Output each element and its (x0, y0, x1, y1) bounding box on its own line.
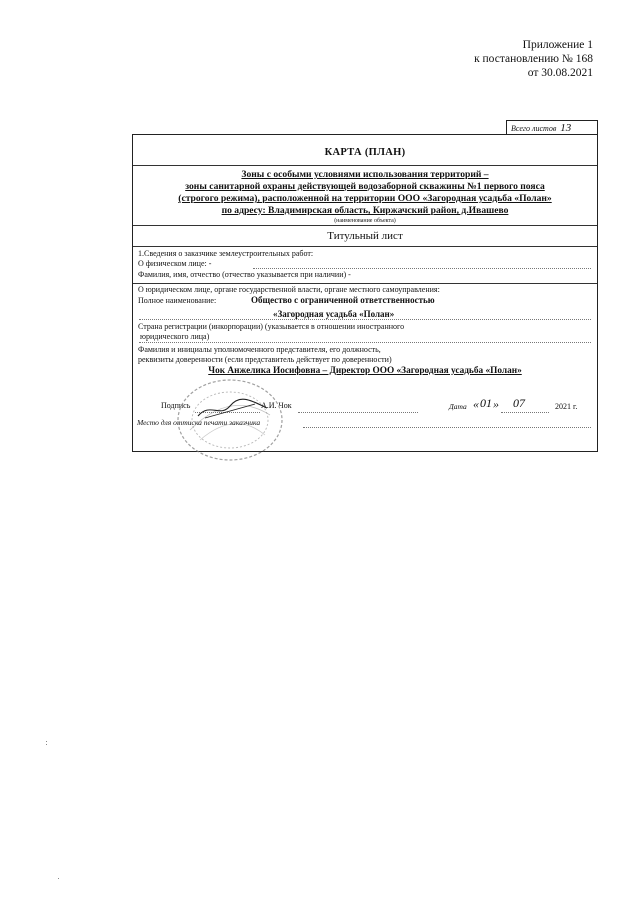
object-caption: (наименование объекта) (334, 218, 396, 224)
representative-line-2: реквизиты доверенности (если представитель действует по доверенности) (138, 355, 392, 364)
subtitle: Титульный лист (327, 230, 403, 242)
seal-place-label: Место для оттиска печати заказчика (137, 418, 261, 427)
signature-label: Подпись (161, 401, 191, 410)
divider (133, 246, 597, 247)
date-open-quote: « (473, 397, 479, 411)
individual-name-line: Фамилия, имя, отчество (отчество указывается при наличии) - (138, 270, 351, 279)
fill-line (139, 342, 591, 343)
fill-line (139, 319, 591, 320)
form-title: КАРТА (ПЛАН) (324, 147, 406, 158)
date-day: 01 (480, 396, 492, 410)
appendix-date: от 30.08.2021 (527, 67, 593, 79)
appendix-header (474, 38, 593, 80)
fill-line (253, 268, 591, 269)
appendix-resolution: к постановлению № 168 (474, 53, 593, 65)
title-form (132, 134, 598, 452)
divider (133, 225, 597, 226)
signature-name: А.И. Чок (261, 401, 292, 410)
full-name-label: Полное наименование: (138, 296, 217, 305)
country-line-1: Страна регистрации (инкорпорации) (указывается в отношении иностранного (138, 322, 405, 331)
appendix-title: Приложение 1 (522, 39, 593, 51)
total-sheets-box (506, 120, 598, 134)
zone-line-1: Зоны с особыми условиями использования территорий – (241, 169, 489, 180)
country-line-2: юридического лица) (140, 332, 210, 341)
date-close-quote: » (493, 397, 499, 411)
zone-line-2: зоны санитарной охраны действующей водозаборной скважины №1 первого пояса (185, 181, 545, 192)
date-year: 2021 г. (555, 402, 578, 411)
fill-line (303, 427, 591, 428)
individual-line: О физическом лице: - (138, 259, 212, 268)
date-label: Дата (449, 402, 467, 411)
zone-line-4: по адресу: Владимирская область, Киржачский район, д.Ивашево (221, 205, 509, 216)
representative-line-1: Фамилия и инициалы уполномоченного представителя, его должность, (138, 345, 381, 354)
divider (133, 165, 597, 166)
total-sheets-label: Всего листов (511, 124, 557, 133)
zone-line-3: (строгого режима), расположенной на территории ООО «Загородная усадьба «Полан» (178, 193, 552, 204)
legal-entity-heading: О юридическом лице, органе государственной власти, органе местного самоуправления: (138, 285, 440, 294)
signature-line (195, 412, 260, 413)
customer-info-heading: 1.Сведения о заказчике землеустроительных работ: (138, 249, 314, 258)
full-name-value: Общество с ограниченной ответственностью (251, 295, 435, 305)
full-name-value-2: «Загородная усадьба «Полан» (273, 309, 395, 319)
date-month-line (501, 412, 549, 413)
fill-line (298, 412, 418, 413)
total-sheets-value: 13 (560, 122, 572, 134)
divider (133, 283, 597, 284)
date-month: 07 (513, 396, 525, 410)
signer-line: Чок Анжелика Иосифовна – Директор ООО «Загородная усадьба «Полан» (208, 366, 522, 376)
